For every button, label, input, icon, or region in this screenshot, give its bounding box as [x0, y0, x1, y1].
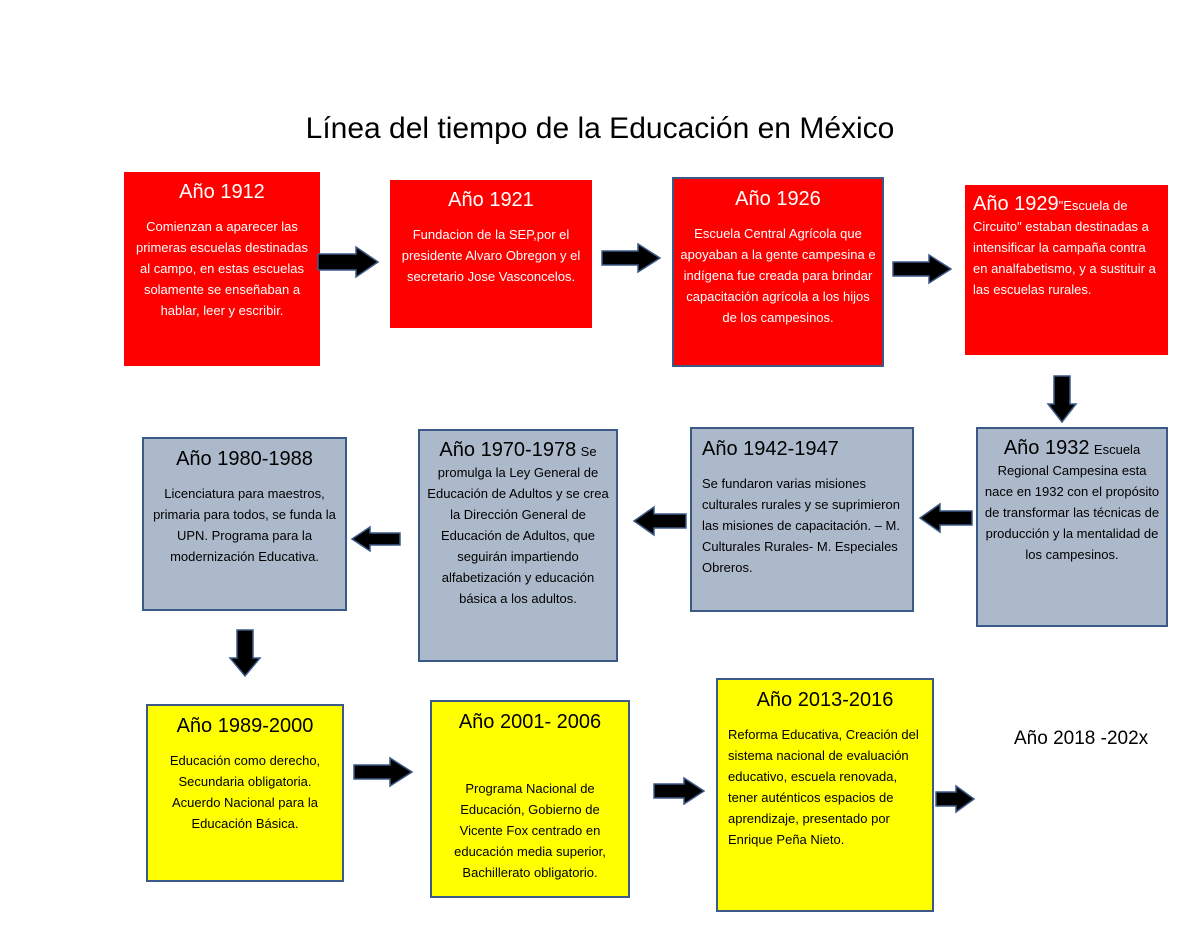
year-label: Año 2013-2016	[756, 689, 894, 711]
description: Escuela Regional Campesina esta nace en 1932 con el propósito de transformar las técnicas de producción y la mentalidad de los campesinos.	[984, 442, 1160, 562]
description: Licenciatura para maestros, primaria para todos, se funda la UPN. Programa para la modernización Educativa.	[153, 486, 336, 564]
year-label: Año 1921	[448, 189, 534, 211]
timeline-box-1989-2000	[146, 704, 344, 882]
arrow-right-icon	[316, 245, 380, 279]
description: Comienzan a aparecer las primeras escuelas destinadas al campo, en estas escuelas solamente se enseñaban a hablar, leer y escribir.	[136, 219, 308, 318]
description: Se fundaron varias misiones culturales rurales y se suprimieron las misiones de capacitación. – M. Culturales Rurales- M. Especiales Obreros.	[702, 476, 900, 575]
arrow-left-icon	[918, 502, 974, 534]
timeline-box-1932	[976, 427, 1168, 627]
arrow-right-icon	[891, 253, 953, 285]
arrow-down-icon	[1046, 374, 1078, 424]
year-label: Año 1989-2000	[176, 715, 314, 737]
year-label: Año 1932	[1003, 437, 1090, 459]
arrow-left-icon	[350, 525, 402, 553]
timeline-box-2013-2016	[716, 678, 934, 912]
description: Educación como derecho, Secundaria obligatoria. Acuerdo Nacional para la Educación Básica.	[169, 753, 321, 831]
year-label: Año 1970-1978	[439, 439, 577, 461]
year-label: Año 1926	[735, 188, 821, 210]
timeline-box-1926	[672, 177, 884, 367]
description: Escuela Central Agrícola que apoyaban a la gente campesina e indígena fue creada para brindar capacitación agrícola a los hijos de los campesinos.	[680, 226, 876, 325]
timeline-box-1921	[390, 180, 592, 328]
timeline-box-1929	[965, 185, 1168, 355]
final-year-label: Año 2018 -202x	[1014, 728, 1149, 749]
year-label: Año 1912	[179, 181, 265, 203]
description: Se promulga la Ley General de Educación de Adultos y se crea la Dirección General de Educación de Adultos, que seguirán impartiendo alfabetización y educación básica a los adultos.	[427, 444, 609, 606]
timeline-box-1970-1978	[418, 429, 618, 662]
arrow-right-icon	[352, 756, 414, 788]
arrow-right-icon	[652, 776, 706, 806]
year-label: Año 1942-1947	[702, 438, 839, 460]
timeline-box-1942-1947	[690, 427, 914, 612]
arrow-right-icon	[600, 242, 662, 274]
timeline-box-1980-1988	[142, 437, 347, 611]
page-title: Línea del tiempo de la Educación en México	[305, 112, 895, 145]
description: Programa Nacional de Educación, Gobierno de Vicente Fox centrado en educación media superior, Bachillerato obligatorio.	[454, 781, 606, 880]
timeline-box-1912	[124, 172, 320, 366]
year-label: Año 2001- 2006	[458, 711, 602, 733]
description: "Escuela de Circuito" estaban destinadas a intensificar la campaña contra en analfabetismo, y a sustituir a las escuelas rurales.	[973, 198, 1156, 297]
description: Reforma Educativa, Creación del sistema nacional de evaluación educativo, escuela renovada, tener auténticos espacios de aprendizaje, presentado por Enrique Peña Nieto.	[728, 727, 919, 847]
arrow-left-icon	[632, 505, 688, 537]
arrow-right-icon	[934, 784, 976, 814]
timeline-box-2001-2006	[430, 700, 630, 898]
description: Fundacion de la SEP,por el presidente Alvaro Obregon y el secretario Jose Vasconcelos.	[401, 227, 581, 284]
year-label: Año 1980-1988	[176, 448, 313, 470]
year-label: Año 1929	[973, 193, 1059, 215]
arrow-down-icon	[228, 628, 262, 678]
